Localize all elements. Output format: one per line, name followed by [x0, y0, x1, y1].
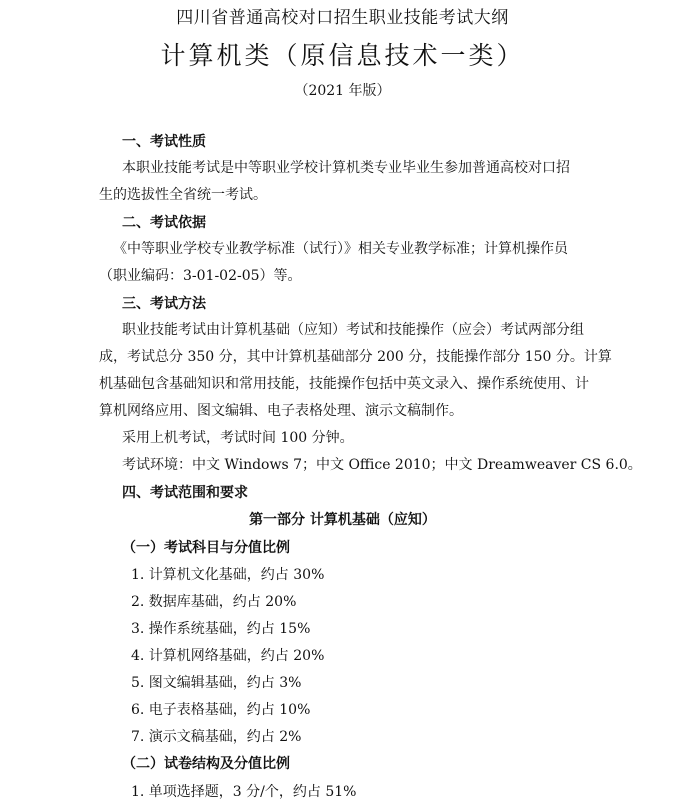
edition-label: （2021 年版） [294, 83, 391, 99]
section-heading-exam-basis: 二、考试依据 [122, 215, 206, 231]
paragraph-line: 机基础包含基础知识和常用技能，技能操作包括中英文录入、操作系统使用、计 [99, 376, 589, 392]
list-item: 6. 电子表格基础，约占 10% [131, 702, 311, 718]
list-item: 5. 图文编辑基础，约占 3% [131, 675, 302, 691]
paragraph-line: 《中等职业学校专业教学标准（试行）》相关专业教学标准；计算机操作员 [113, 241, 568, 257]
list-item: 7. 演示文稿基础，约占 2% [131, 729, 302, 745]
section-heading-exam-nature: 一、考试性质 [122, 134, 206, 150]
paragraph-line: 采用上机考试，考试时间 100 分钟。 [122, 430, 354, 446]
list-item: 3. 操作系统基础，约占 15% [131, 621, 311, 637]
section-heading-exam-scope: 四、考试范围和要求 [122, 485, 248, 501]
list-item: 4. 计算机网络基础，约占 20% [131, 648, 325, 664]
list-item: 2. 数据库基础，约占 20% [131, 594, 297, 610]
paragraph-line: 生的选拔性全省统一考试。 [99, 187, 267, 203]
document-title-line1: 四川省普通高校对口招生职业技能考试大纲 [176, 8, 509, 28]
part-title: 第一部分 计算机基础（应知） [249, 512, 436, 528]
subsection-heading-structure: （二）试卷结构及分值比例 [122, 756, 290, 772]
list-item: 1. 计算机文化基础，约占 30% [131, 567, 325, 583]
paragraph-line: 成，考试总分 350 分，其中计算机基础部分 200 分，技能操作部分 150 分。计算 [99, 349, 612, 365]
section-heading-exam-method: 三、考试方法 [122, 296, 206, 312]
paragraph-line: 本职业技能考试是中等职业学校计算机类专业毕业生参加普通高校对口招 [122, 160, 570, 176]
list-item: 1. 单项选择题，3 分/个，约占 51% [131, 784, 357, 800]
subsection-heading-subjects: （一）考试科目与分值比例 [122, 540, 290, 556]
paragraph-line: （职业编码：3-01-02-05）等。 [99, 268, 302, 284]
paragraph-line: 职业技能考试由计算机基础（应知）考试和技能操作（应会）考试两部分组 [122, 322, 584, 338]
document-title-line2: 计算机类（原信息技术一类） [160, 41, 525, 70]
paragraph-line: 考试环境：中文 Windows 7；中文 Office 2010；中文 Dreamweaver CS 6.0。 [122, 457, 642, 473]
paragraph-line: 算机网络应用、图文编辑、电子表格处理、演示文稿制作。 [99, 403, 463, 419]
